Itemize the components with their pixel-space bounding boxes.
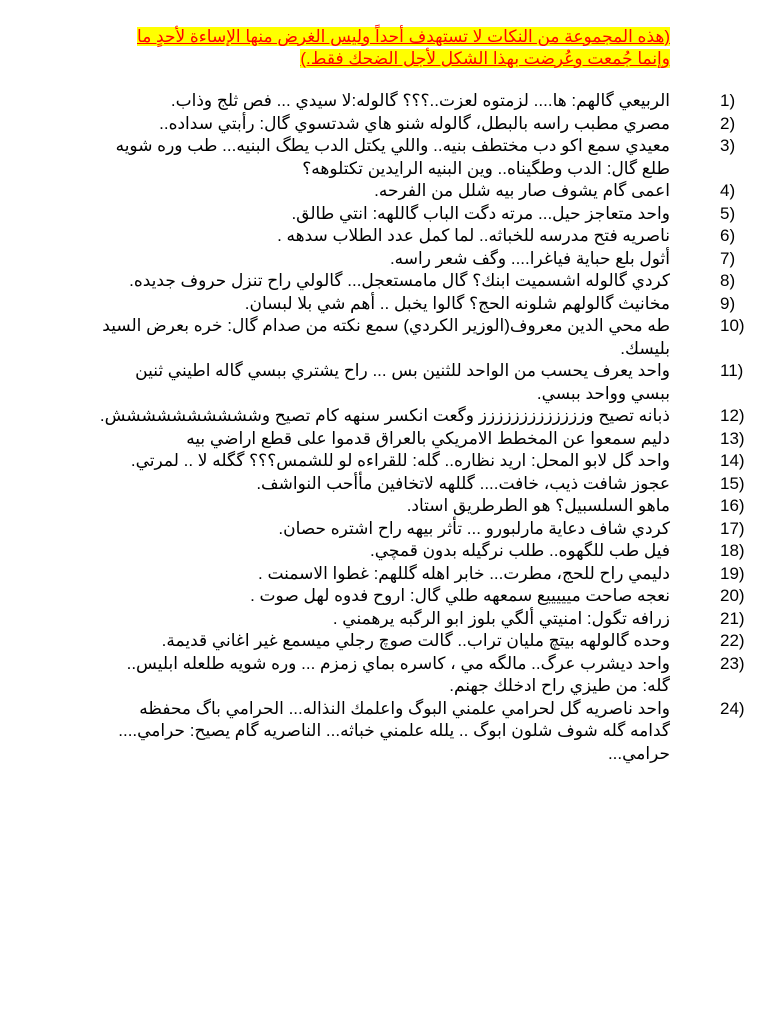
joke-text: ذبانه تصيح وززززززززززززز وگعت انكسر سنهه كام تصيح وشششششششششش.: [99, 406, 670, 425]
joke-number: 3): [720, 136, 736, 155]
joke-number: 2): [720, 113, 736, 133]
joke-item: [96, 248, 736, 271]
joke-number: 10): [720, 316, 745, 335]
joke-item: [96, 405, 745, 428]
joke-item: [96, 360, 744, 405]
joke-text: مصري مطبب راسه بالبطل، گالوله شنو هاي شدتسوي گال: رأبتي سداده..: [159, 113, 670, 133]
joke-item: [96, 203, 736, 226]
joke-number: 14): [720, 451, 745, 470]
joke-item: [96, 653, 745, 698]
joke-text: فيل طب للگهوه.. طلب نرگيله بدون قمچي.: [370, 541, 670, 560]
joke-number: 20): [720, 586, 745, 605]
joke-item: [96, 585, 745, 608]
joke-item: [96, 315, 745, 360]
joke-item: [96, 540, 745, 563]
joke-item: [96, 293, 736, 316]
joke-item: [96, 135, 736, 180]
joke-number: 21): [720, 608, 745, 628]
joke-item: [96, 180, 736, 203]
joke-text: معيدي سمع اكو دب مختطف بنيه.. واللي يكتل الدب يطگ البنيه... طب وره شويه طلع گال: الدب وطگيناه.. وين البنيه الرايدين تكتلوهه؟: [115, 136, 670, 178]
joke-number: 6): [720, 226, 736, 245]
joke-text: طه محي الدين معروف(الوزير الكردي) سمع نكته من صدام گال: خره بعرض السيد بليسك.: [102, 316, 670, 358]
joke-text: عجوز شافت ذيب، خافت.... گللهه لاتخافين مأأحب النواشف.: [256, 473, 670, 493]
joke-number: 9): [720, 293, 736, 313]
disclaimer-line-1: (هذه المجموعة من النكات لا تستهدف أحداً وليس الغرض منها الإساءة لأحدٍ ما: [137, 27, 670, 46]
joke-text: دليمي راح للحج، مطرت... خابر اهله گللهم: غطوا الاسمنت .: [258, 563, 670, 583]
joke-item: [96, 698, 745, 766]
joke-text: ماهو السلسبيل؟ هو الطرطريق استاد.: [406, 496, 670, 515]
joke-text: واحد گل لابو المحل: اريد نظاره.. گله: للقراءه لو للشمس؟؟؟ گگله لا .. لمرتي.: [130, 451, 670, 470]
joke-text: كردي شاف دعاية مارلبورو ... تأثر بيهه راح اشتره حصان.: [278, 518, 670, 538]
joke-item: [96, 90, 736, 113]
joke-item: [96, 113, 736, 136]
joke-item: [96, 270, 736, 293]
joke-number: 17): [720, 518, 745, 538]
joke-text: مخانيث گالولهم شلونه الحج؟ گالوا يخبل .. أهم شي بلا لبسان.: [244, 293, 670, 313]
joke-text: واحد متعاجز حيل... مرته دگت الباب گاللهه: انتي طالق.: [291, 203, 670, 223]
disclaimer-line-2: وإنما جُمعت وعُرضت بهذا الشكل لأجل الضحك فقط.): [300, 49, 670, 68]
joke-number: 11): [720, 361, 744, 380]
joke-text: اعمى گام يشوف صار بيه شلل من الفرحه.: [374, 181, 670, 200]
joke-text: أثول بلع حباية فياغرا.... وگف شعر راسه.: [389, 248, 670, 268]
disclaimer-header: [96, 26, 670, 70]
joke-item: [96, 630, 745, 653]
joke-item: [96, 450, 745, 473]
joke-number: 7): [720, 248, 736, 268]
joke-number: 5): [720, 203, 736, 223]
joke-number: 18): [720, 541, 745, 560]
joke-text: نعجه صاحت ميييييع سمعهه طلي گال: اروح فدوه لهل صوت .: [250, 586, 670, 605]
joke-number: 1): [720, 91, 736, 110]
joke-text: وحده گالولهه بيتچ مليان تراب.. گالت صوچ رجلي ميسمع غير اغاني قديمة.: [161, 631, 670, 650]
joke-number: 15): [720, 473, 745, 493]
joke-text: واحد ناصريه گل لحرامي علمني البوگ واعلمك النذاله... الحرامي باگ محفظه گدامه گله شوف شلون ابوگ .. يلله علمني خباثه... الناصريه گام يصيح: حرامي.... حرامي...: [118, 698, 670, 763]
joke-item: [96, 473, 745, 496]
joke-text: زرافه تگول: امنيتي ألگي بلوز ابو الرگبه يرهمني .: [332, 608, 670, 628]
joke-number: 8): [720, 271, 736, 290]
joke-item: [96, 225, 736, 248]
joke-number: 22): [720, 631, 745, 650]
joke-number: 13): [720, 428, 745, 448]
joke-number: 16): [720, 496, 745, 515]
joke-text: واحد يعرف يحسب من الواحد للثنين بس ... راح يشتري ببسي گاله اطيني ثنين ببسي وواحد ببسي.: [135, 361, 670, 403]
joke-number: 12): [720, 406, 745, 425]
joke-number: 4): [720, 181, 736, 200]
joke-item: [96, 428, 745, 451]
joke-text: دليم سمعوا عن المخطط الامريكي بالعراق قدموا على قطع اراضي بيه: [186, 428, 670, 448]
joke-item: [96, 518, 745, 541]
joke-item: [96, 495, 745, 518]
joke-text: واحد ديشرب عرگ.. مالگه مي ، كاسره بماي زمزم ... وره شويه طلعله ابليس.. گله: من طيزي راح ادخلك جهنم.: [126, 653, 670, 695]
joke-number: 19): [720, 563, 745, 583]
joke-text: الربيعي گالهم: ها.... لزمتوه لعزت..؟؟؟ گالوله:لا سيدي ... فص ثلج وذاب.: [170, 91, 670, 110]
joke-number: 24): [720, 698, 745, 718]
jokes-list: [96, 90, 745, 765]
joke-number: 23): [720, 653, 745, 673]
joke-item: [96, 608, 745, 631]
joke-text: كردي گالوله اشسميت ابنك؟ گال مامستعجل... گالولي راح تنزل حروف جديده.: [129, 271, 670, 290]
joke-text: ناصريه فتح مدرسه للخباثه.. لما كمل عدد الطلاب سدهه .: [277, 226, 670, 245]
joke-item: [96, 563, 745, 586]
